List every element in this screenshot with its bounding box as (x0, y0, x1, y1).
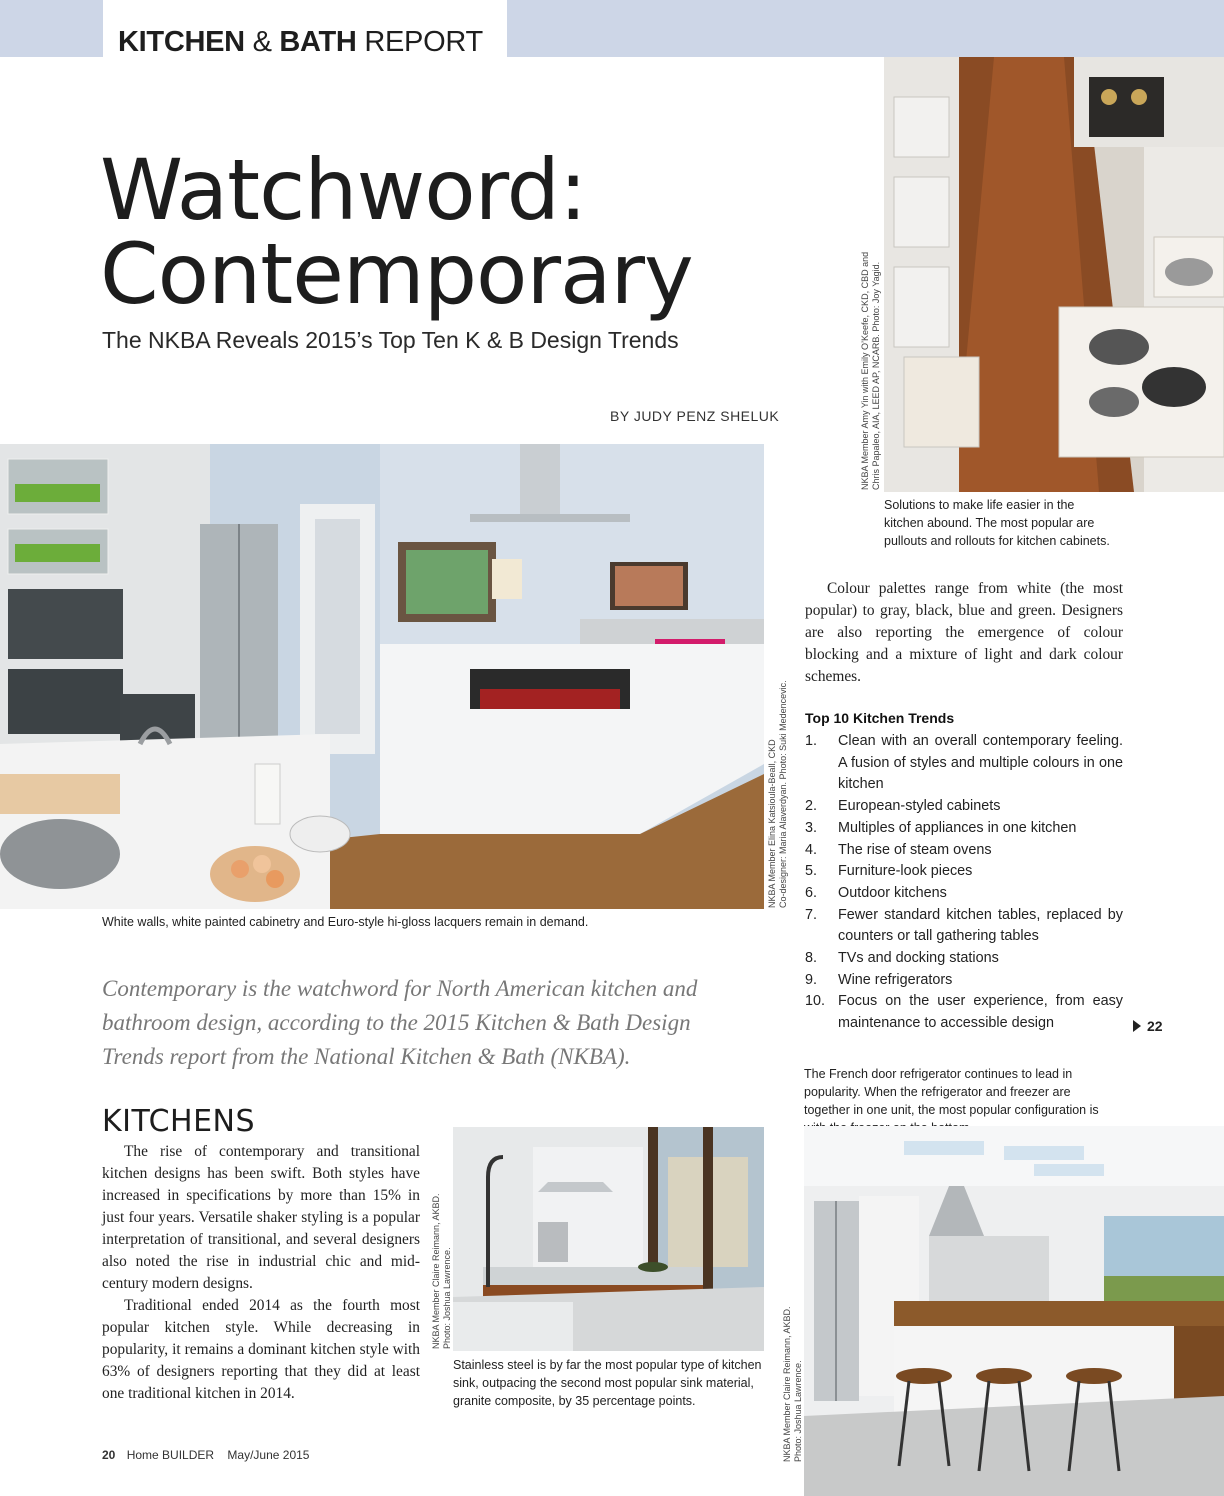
article-title (100, 141, 693, 323)
trend-item (805, 731, 1123, 796)
lead-paragraph: Contemporary is the watchword for North American kitchen and bathroom design, according to the 2015 Kitchen & Bath Design Trends report from the National Kitchen & Bath (NKBA). (102, 976, 698, 1069)
title-line-2: Contemporary (100, 225, 693, 323)
kitchens-body (102, 1141, 420, 1405)
trend-item (805, 818, 1123, 840)
trend-number: 1. (805, 733, 818, 749)
credit-sink: NKBA Member Claire Reimann, AKBD. Photo: Joshua Lawrence. (431, 1193, 452, 1349)
section-word-report: REPORT (364, 26, 483, 58)
trend-item (805, 861, 1123, 883)
trend-text: Fewer standard kitchen tables, replaced by counters or tall gathering tables (838, 906, 1123, 945)
trend-number: 9. (805, 971, 818, 988)
trend-number: 4. (805, 841, 818, 858)
trend-text: The rise of steam ovens (838, 841, 992, 858)
trend-text: Multiples of appliances in one kitchen (838, 819, 1077, 836)
trend-number: 7. (805, 906, 818, 923)
section-word-kitchen: KITCHEN (118, 26, 245, 58)
caption-pullouts: Solutions to make life easier in the kitchen abound. The most popular are pullouts and rollouts for kitchen cabinets. (884, 498, 1110, 548)
trend-number: 8. (805, 950, 818, 967)
issue-date: May/June 2015 (227, 1448, 310, 1462)
section-word-bath: BATH (279, 26, 357, 58)
trend-item (805, 883, 1123, 905)
trend-item (805, 905, 1123, 948)
section-label (118, 26, 483, 59)
kitchens-paragraph-2: Traditional ended 2014 as the fourth most popular kitchen style. While decreasing in popularity, it remains a dominant kitchen style with 63% of designers reporting that they did at least one traditional kitchen in 2014. (102, 1297, 420, 1402)
kitchens-heading: KITCHENS (102, 1104, 256, 1139)
trend-text: European-styled cabinets (838, 798, 1001, 815)
title-line-1: Watchword: (100, 141, 587, 239)
trend-number: 6. (805, 884, 818, 901)
credit-pullouts: NKBA Member Amy Yin with Emily O’Keefe, CKD, CBD and Chris Papaleo, AIA, LEED AP, NCARB. Photo: Joy Yagid. (860, 251, 881, 490)
trends-title: Top 10 Kitchen Trends (805, 710, 955, 726)
article-subtitle: The NKBA Reveals 2015’s Top Ten K & B Design Trends (102, 327, 679, 353)
photo-sink (453, 1127, 764, 1351)
photo-pullouts (884, 57, 1224, 492)
caption-white-kitchen: White walls, white painted cabinetry and Euro-style hi-gloss lacquers remain in demand. (102, 915, 589, 929)
triangle-right-icon (1133, 1020, 1141, 1032)
trend-text: Furniture-look pieces (838, 863, 973, 880)
credit-white-kitchen: NKBA Member Elina Katsioula-Beall, CKD Co-designer: Maria Alaverdyan. Photo: Suki Medencevic. (767, 680, 788, 908)
trend-number: 2. (805, 798, 818, 815)
section-amp: & (252, 26, 272, 58)
trend-text: TVs and docking stations (838, 950, 999, 967)
trend-text: Outdoor kitchens (838, 884, 947, 901)
trends-list (805, 731, 1123, 1035)
trend-item (805, 991, 1123, 1034)
trend-text: Focus on the user experience, from easy maintenance to accessible design (838, 993, 1123, 1032)
credit-fridge: NKBA Member Claire Reimann, AKBD. Photo: Joshua Lawrence. (782, 1306, 803, 1462)
publication-name: Home BUILDER (126, 1448, 215, 1462)
photo-fridge (804, 1126, 1224, 1496)
caption-sink: Stainless steel is by far the most popular type of kitchen sink, outpacing the second most popular sink material, granite composite, by 35 percentage points. (453, 1358, 762, 1408)
kitchens-paragraph-1: The rise of contemporary and transitional kitchen designs has been swift. Both styles have increased in specifications by more than 15% in just four years. Versatile shaker styling is a popular interpretation of transitional, and several designers also noted the rise in industrial chic and mid-century modern designs. (102, 1143, 420, 1292)
trend-text: Wine refrigerators (838, 971, 953, 988)
trend-item (805, 970, 1123, 992)
page-footer (102, 1448, 309, 1462)
colour-paragraph: Colour palettes range from white (the most popular) to gray, black, blue and green. Designers are also reporting the emergence of colour blocking and a mixture of light and dark colour schemes. (805, 580, 1123, 685)
trend-number: 5. (805, 863, 818, 880)
page-number: 20 (102, 1448, 116, 1462)
trend-number: 3. (805, 819, 818, 836)
trend-item (805, 948, 1123, 970)
trend-text: Clean with an overall contemporary feeling. A fusion of styles and multiple colours in one kitchen (838, 733, 1123, 793)
trend-number: 10. (805, 993, 826, 1010)
photo-white-kitchen (0, 444, 764, 909)
trend-item (805, 796, 1123, 818)
byline: BY JUDY PENZ SHELUK (610, 408, 780, 424)
continued-marker: 22 (1133, 1018, 1163, 1034)
caption-fridge: The French door refrigerator continues to lead in popularity. When the refrigerator and freezer are together in one unit, the most popular configuration is (804, 1067, 1099, 1117)
trend-item (805, 840, 1123, 862)
